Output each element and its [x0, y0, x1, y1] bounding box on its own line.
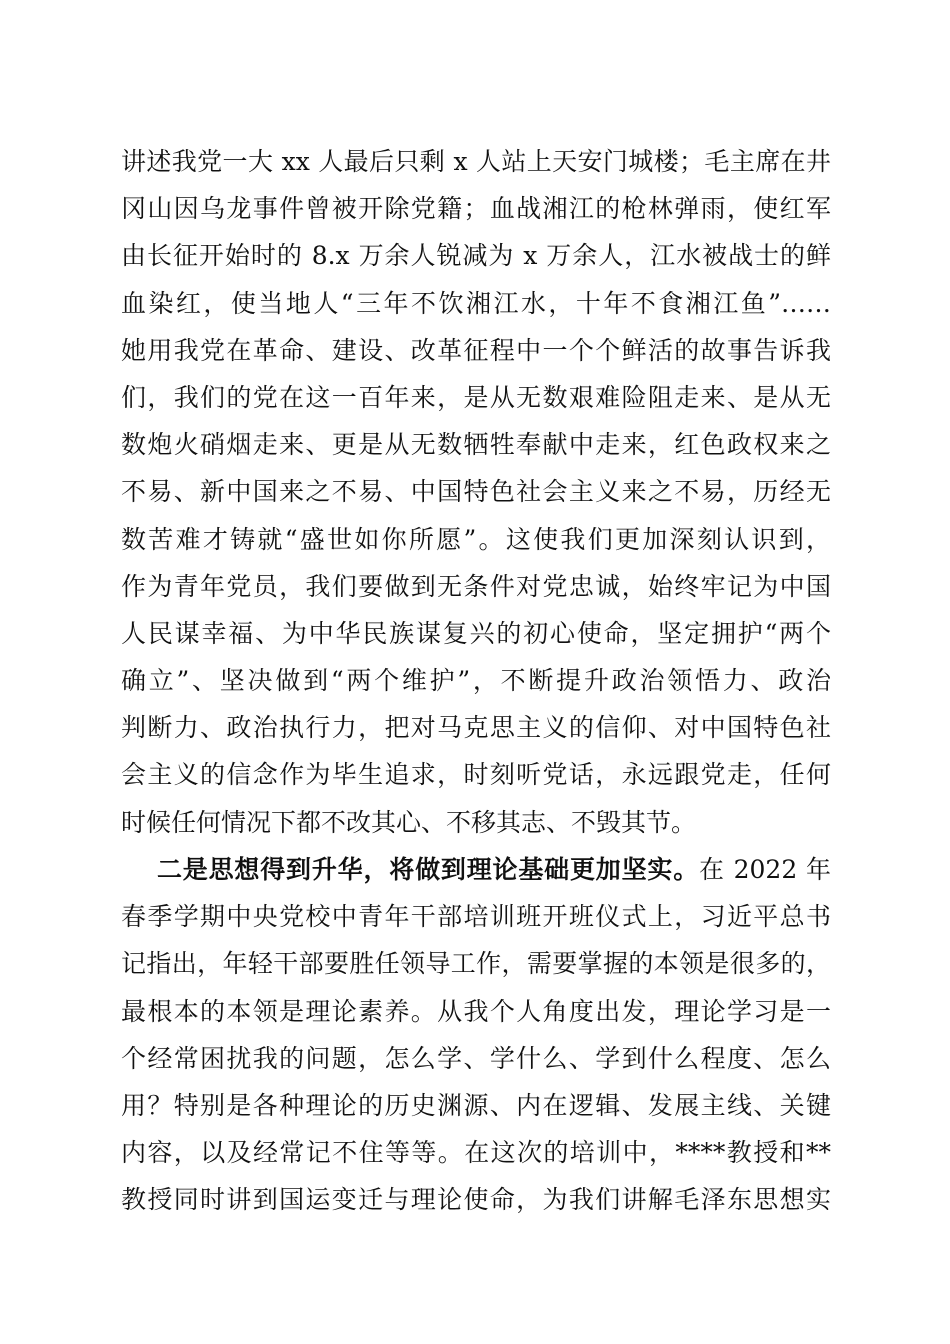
paragraph-2: [121, 846, 831, 1224]
paragraph-line: 判断力、政治执行力，把对马克思主义的信仰、对中国特色社: [121, 713, 831, 743]
paragraph-line: 春季学期中央党校中青年干部培训班开班仪式上，习近平总书: [121, 902, 831, 932]
paragraph-line: 内容，以及经常记不住等等。在这次的培训中，****教授和**: [121, 1138, 831, 1168]
paragraph-line: 讲述我党一大 xx 人最后只剩 x 人站上天安门城楼；毛主席在井: [121, 147, 831, 176]
paragraph-line: 教授同时讲到国运变迁与理论使命，为我们讲解毛泽东思想实: [121, 1185, 831, 1215]
paragraph-first-line-rest: 在 2022 年: [699, 855, 831, 884]
paragraph-line: 记指出，年轻干部要胜任领导工作，需要掌握的本领是很多的，: [121, 949, 831, 979]
paragraph-line: 由长征开始时的 8.x 万余人锐减为 x 万余人，江水被战士的鲜: [121, 241, 831, 271]
paragraph-1: [121, 138, 831, 846]
paragraph-line: 作为青年党员，我们要做到无条件对党忠诚，始终牢记为中国: [121, 571, 831, 601]
paragraph-line: 她用我党在革命、建设、改革征程中一个个鲜活的故事告诉我: [121, 335, 831, 365]
paragraph-line: 数苦难才铸就“盛世如你所愿”。这使我们更加深刻认识到，: [121, 524, 831, 554]
paragraph-line: 血染红，使当地人“三年不饮湘江水，十年不食湘江鱼”……: [121, 288, 831, 318]
paragraph-line: 们，我们的党在这一百年来，是从无数艰难险阻走来、是从无: [121, 382, 831, 412]
paragraph-line: 人民谋幸福、为中华民族谋复兴的初心使命，坚定拥护“两个: [121, 618, 831, 648]
paragraph-line: 会主义的信念作为毕生追求，时刻听党话，永远跟党走，任何: [121, 760, 831, 790]
paragraph-line: 确立”、坚决做到“两个维护”，不断提升政治领悟力、政治: [121, 666, 831, 696]
paragraph-line: 个经常困扰我的问题，怎么学、学什么、学到什么程度、怎么: [121, 1043, 831, 1073]
paragraph-line: 最根本的本领是理论素养。从我个人角度出发，理论学习是一: [121, 996, 831, 1026]
paragraph-heading: 二是思想得到升华，将做到理论基础更加坚实。: [157, 855, 700, 884]
paragraph-line: 时候任何情况下都不改其心、不移其志、不毁其节。: [121, 807, 697, 837]
paragraph-line: 不易、新中国来之不易、中国特色社会主义来之不易，历经无: [121, 477, 831, 507]
paragraph-first-line: [121, 846, 831, 893]
paragraph-line: 数炮火硝烟走来、更是从无数牺牲奉献中走来，红色政权来之: [121, 430, 831, 460]
paragraph-line: 用？特别是各种理论的历史渊源、内在逻辑、发展主线、关键: [121, 1090, 831, 1120]
paragraph-line: 冈山因乌龙事件曾被开除党籍；血战湘江的枪林弹雨，使红军: [121, 194, 831, 224]
